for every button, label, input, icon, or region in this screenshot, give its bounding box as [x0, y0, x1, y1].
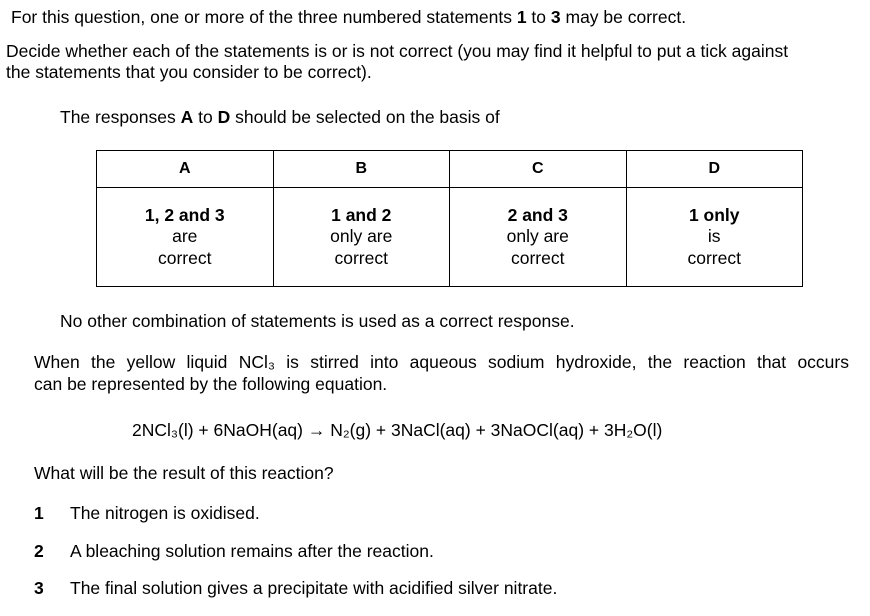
- statement-number-3: 3: [34, 578, 44, 598]
- intro-text: to: [526, 7, 551, 27]
- option-letter-c: C: [450, 151, 627, 188]
- option-d-line2: is: [707, 226, 721, 247]
- intro-line-2b: the statements that you consider to be correct).: [6, 62, 372, 82]
- option-a-line1: 1, 2 and 3: [144, 204, 225, 225]
- option-letter-a: A: [97, 151, 274, 188]
- intro-bold-1: 1: [516, 7, 527, 27]
- intro-text: to: [193, 107, 218, 127]
- option-letter-d: D: [626, 151, 803, 188]
- statement-number-1: 1: [34, 503, 44, 523]
- option-b-line3: correct: [334, 247, 388, 268]
- response-table-body-row: [97, 188, 803, 287]
- question-line-1: When the yellow liquid NCl₃ is stirred into aqueous sodium hydroxide, the reaction that occurs: [34, 352, 849, 372]
- option-d-line3: correct: [687, 247, 741, 268]
- statement-number-2: 2: [34, 541, 44, 561]
- option-a-line2: are: [172, 226, 198, 247]
- intro-text: The responses: [60, 107, 181, 127]
- intro-bold-3: 3: [550, 7, 561, 27]
- intro-line-1: [11, 7, 686, 28]
- intro-line-2a: Decide whether each of the statements is or is not correct (you may find it helpful to put a tick against: [6, 41, 789, 61]
- intro-text: should be selected on the basis of: [230, 107, 500, 127]
- question-prompt: What will be the result of this reaction?: [34, 463, 334, 483]
- option-c-line3: correct: [511, 247, 565, 268]
- reaction-equation: 2NCl₃(l) + 6NaOH(aq) → N₂(g) + 3NaCl(aq) + 3NaOCl(aq) + 3H₂O(l): [132, 420, 663, 440]
- option-cell-c: [450, 188, 627, 287]
- option-letter-b: B: [273, 151, 450, 188]
- statement-text-2: A bleaching solution remains after the reaction.: [70, 541, 434, 561]
- question-line-2: can be represented by the following equation.: [34, 374, 388, 394]
- option-b-line1: 1 and 2: [331, 204, 392, 225]
- option-c-line1: 2 and 3: [507, 204, 568, 225]
- intro-bold-D: D: [217, 107, 231, 127]
- option-cell-a: [97, 188, 274, 287]
- no-other-note: No other combination of statements is used as a correct response.: [60, 311, 575, 331]
- option-d-line1: 1 only: [688, 204, 740, 225]
- statement-text-3: The final solution gives a precipitate with acidified silver nitrate.: [70, 578, 558, 598]
- option-b-line2: only are: [330, 226, 393, 247]
- intro-text: For this question, one or more of the three numbered statements: [11, 7, 517, 27]
- statement-text-1: The nitrogen is oxidised.: [70, 503, 260, 523]
- option-cell-d: [626, 188, 803, 287]
- option-cell-b: [273, 188, 450, 287]
- response-table-header-row: [97, 151, 803, 188]
- intro-line-3: [60, 107, 500, 128]
- option-c-line2: only are: [506, 226, 569, 247]
- response-table: [96, 150, 803, 287]
- intro-text: may be correct.: [560, 7, 687, 27]
- intro-bold-A: A: [180, 107, 194, 127]
- option-a-line3: correct: [158, 247, 212, 268]
